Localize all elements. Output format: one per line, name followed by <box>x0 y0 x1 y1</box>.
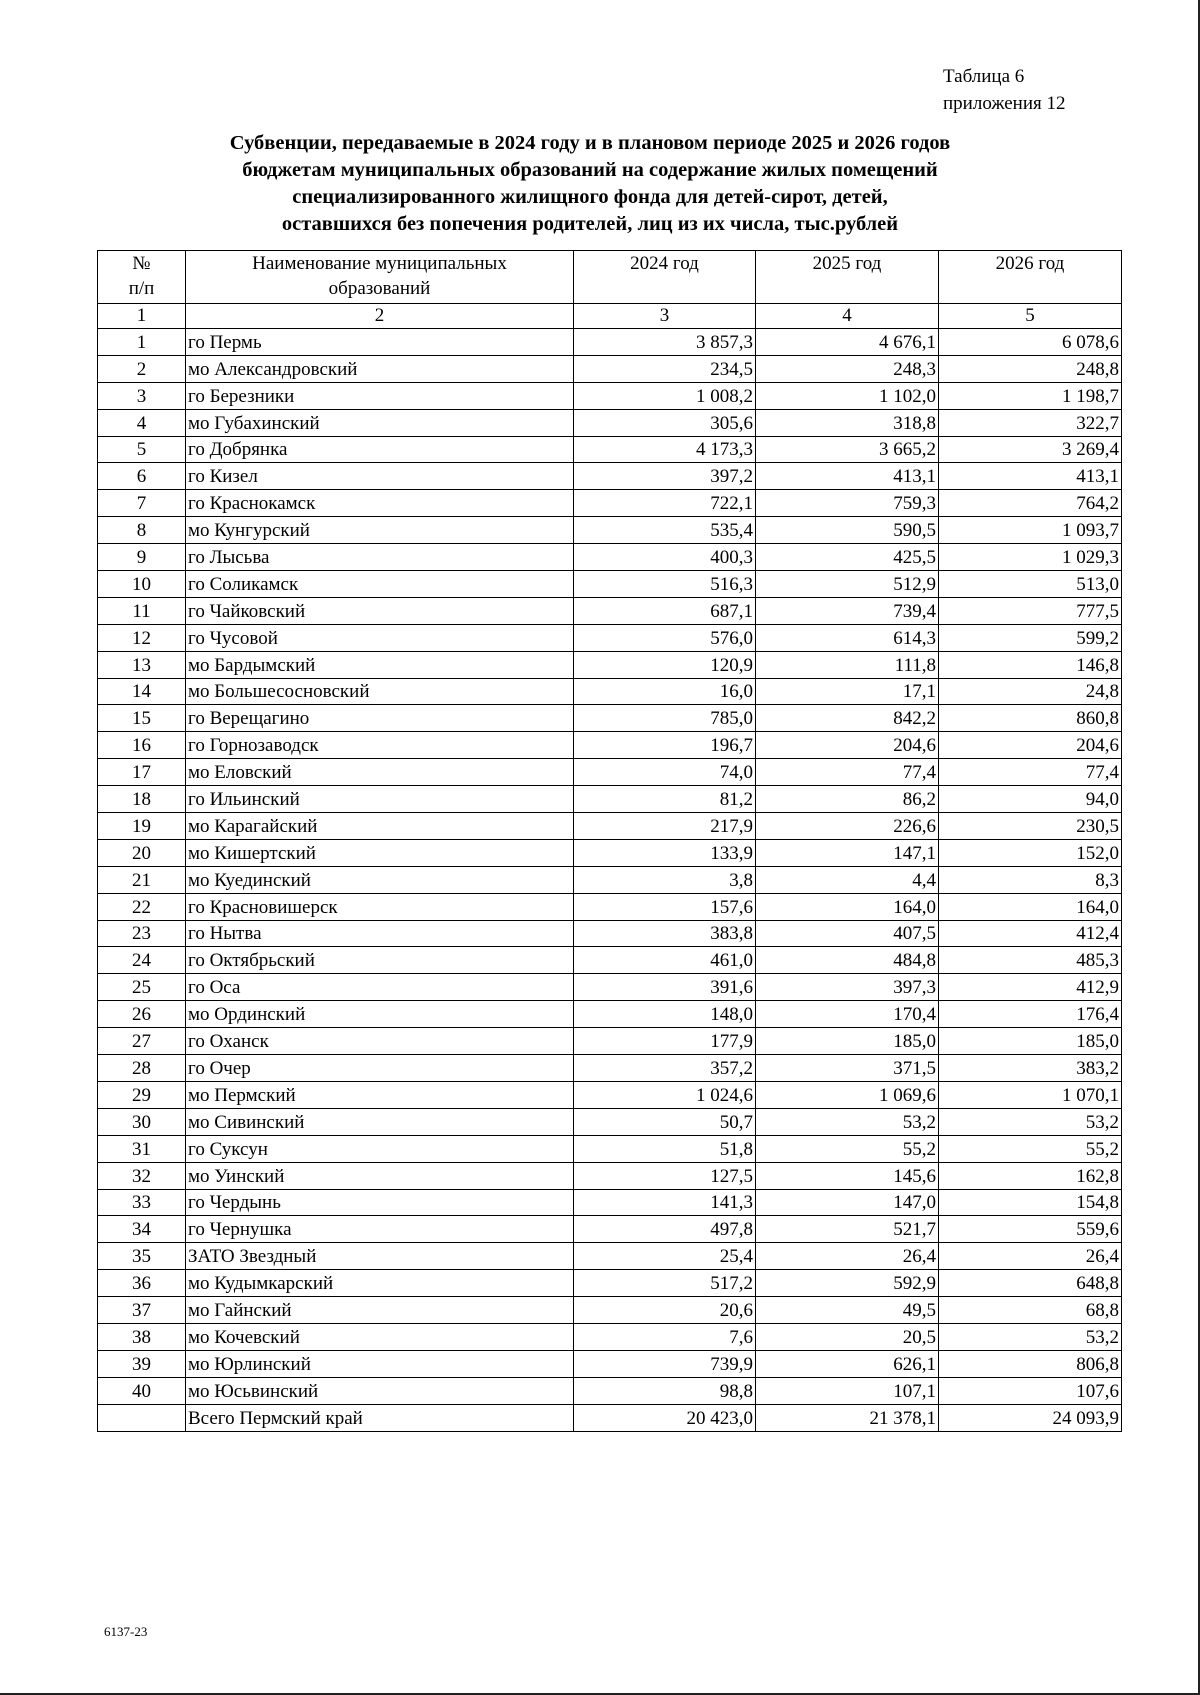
value-2024: 7,6 <box>574 1323 756 1350</box>
table-row <box>98 759 1122 786</box>
value-2025: 1 069,6 <box>756 1081 939 1108</box>
row-number: 37 <box>98 1297 186 1324</box>
value-2026: 3 269,4 <box>939 436 1122 463</box>
row-number: 16 <box>98 732 186 759</box>
value-2025: 3 665,2 <box>756 436 939 463</box>
value-2025: 147,1 <box>756 839 939 866</box>
table-row <box>98 1028 1122 1055</box>
value-2025: 226,6 <box>756 813 939 840</box>
value-2024: 157,6 <box>574 893 756 920</box>
row-number: 18 <box>98 786 186 813</box>
row-number: 25 <box>98 974 186 1001</box>
table-row <box>98 1270 1122 1297</box>
table-row <box>98 1216 1122 1243</box>
value-2025: 1 102,0 <box>756 382 939 409</box>
value-2025: 147,0 <box>756 1189 939 1216</box>
row-number: 10 <box>98 571 186 598</box>
value-2024: 81,2 <box>574 786 756 813</box>
row-number: 13 <box>98 651 186 678</box>
value-2024: 50,7 <box>574 1108 756 1135</box>
municipality-name: го Суксун <box>186 1135 574 1162</box>
value-2026: 764,2 <box>939 490 1122 517</box>
value-2024: 687,1 <box>574 597 756 624</box>
table-row <box>98 1001 1122 1028</box>
value-2024: 217,9 <box>574 813 756 840</box>
value-2025: 842,2 <box>756 705 939 732</box>
value-2026: 1 198,7 <box>939 382 1122 409</box>
header-name-line-2: образований <box>328 278 431 299</box>
value-2026: 146,8 <box>939 651 1122 678</box>
municipality-name: го Березники <box>186 382 574 409</box>
value-2024: 516,3 <box>574 571 756 598</box>
municipality-name: го Краснокамск <box>186 490 574 517</box>
row-number: 32 <box>98 1162 186 1189</box>
table-row <box>98 624 1122 651</box>
value-2024: 133,9 <box>574 839 756 866</box>
value-2024: 196,7 <box>574 732 756 759</box>
value-2024: 785,0 <box>574 705 756 732</box>
value-2025: 26,4 <box>756 1243 939 1270</box>
value-2026: 1 093,7 <box>939 517 1122 544</box>
row-number: 5 <box>98 436 186 463</box>
value-2026: 53,2 <box>939 1323 1122 1350</box>
value-2026: 559,6 <box>939 1216 1122 1243</box>
value-2025: 413,1 <box>756 463 939 490</box>
municipality-name: го Чусовой <box>186 624 574 651</box>
value-2026: 806,8 <box>939 1350 1122 1377</box>
row-number: 36 <box>98 1270 186 1297</box>
row-number: 31 <box>98 1135 186 1162</box>
row-number: 27 <box>98 1028 186 1055</box>
value-2025: 759,3 <box>756 490 939 517</box>
table-row <box>98 732 1122 759</box>
value-2026: 322,7 <box>939 409 1122 436</box>
header-2025: 2025 год <box>756 251 939 304</box>
value-2026: 154,8 <box>939 1189 1122 1216</box>
municipality-name: го Чайковский <box>186 597 574 624</box>
value-2026: 26,4 <box>939 1243 1122 1270</box>
table-row <box>98 1297 1122 1324</box>
row-number: 17 <box>98 759 186 786</box>
municipality-name: го Нытва <box>186 920 574 947</box>
column-index: 3 <box>574 304 756 329</box>
value-2025: 111,8 <box>756 651 939 678</box>
municipality-name: мо Гайнский <box>186 1297 574 1324</box>
title-line-4: оставшихся без попечения родителей, лиц из их числа, тыс.рублей <box>281 213 899 235</box>
table-row <box>98 490 1122 517</box>
header-row <box>98 251 1122 304</box>
column-index-row <box>98 304 1122 329</box>
row-number: 14 <box>98 678 186 705</box>
value-2024: 305,6 <box>574 409 756 436</box>
value-2024: 4 173,3 <box>574 436 756 463</box>
value-2024: 74,0 <box>574 759 756 786</box>
municipality-name: мо Кочевский <box>186 1323 574 1350</box>
table-row <box>98 544 1122 571</box>
value-2026: 860,8 <box>939 705 1122 732</box>
value-2026: 53,2 <box>939 1108 1122 1135</box>
value-2024: 383,8 <box>574 920 756 947</box>
row-number: 2 <box>98 355 186 382</box>
value-2026: 107,6 <box>939 1377 1122 1404</box>
municipality-name: го Чернушка <box>186 1216 574 1243</box>
value-2026: 599,2 <box>939 624 1122 651</box>
value-2026: 230,5 <box>939 813 1122 840</box>
row-number: 7 <box>98 490 186 517</box>
municipality-name: го Очер <box>186 1055 574 1082</box>
table-row <box>98 866 1122 893</box>
value-2025: 170,4 <box>756 1001 939 1028</box>
value-2025: 21 378,1 <box>756 1404 939 1431</box>
table-row <box>98 329 1122 356</box>
municipality-name: мо Юсьвинский <box>186 1377 574 1404</box>
value-2025: 626,1 <box>756 1350 939 1377</box>
municipality-name: го Кизел <box>186 463 574 490</box>
value-2026: 164,0 <box>939 893 1122 920</box>
row-number: 29 <box>98 1081 186 1108</box>
row-number: 20 <box>98 839 186 866</box>
row-number: 34 <box>98 1216 186 1243</box>
row-number: 33 <box>98 1189 186 1216</box>
value-2024: 141,3 <box>574 1189 756 1216</box>
municipality-name: го Соликамск <box>186 571 574 598</box>
municipality-name: мо Сивинский <box>186 1108 574 1135</box>
table-row <box>98 1108 1122 1135</box>
value-2026: 777,5 <box>939 597 1122 624</box>
table-row <box>98 786 1122 813</box>
value-2024: 98,8 <box>574 1377 756 1404</box>
table-row <box>98 517 1122 544</box>
value-2024: 576,0 <box>574 624 756 651</box>
value-2026: 185,0 <box>939 1028 1122 1055</box>
row-number: 9 <box>98 544 186 571</box>
value-2024: 3 857,3 <box>574 329 756 356</box>
municipality-name: мо Юрлинский <box>186 1350 574 1377</box>
row-number: 12 <box>98 624 186 651</box>
row-number: 24 <box>98 947 186 974</box>
value-2024: 397,2 <box>574 463 756 490</box>
value-2024: 20,6 <box>574 1297 756 1324</box>
table-body <box>98 329 1122 1432</box>
municipality-name: мо Кудымкарский <box>186 1270 574 1297</box>
value-2025: 371,5 <box>756 1055 939 1082</box>
header-number <box>98 251 186 304</box>
row-number: 4 <box>98 409 186 436</box>
table-row <box>98 571 1122 598</box>
municipality-name: мо Александровский <box>186 355 574 382</box>
value-2026: 412,9 <box>939 974 1122 1001</box>
table-row <box>98 1081 1122 1108</box>
table-row <box>98 1135 1122 1162</box>
row-number: 8 <box>98 517 186 544</box>
row-number: 26 <box>98 1001 186 1028</box>
row-number: 22 <box>98 893 186 920</box>
table-row <box>98 947 1122 974</box>
value-2024: 120,9 <box>574 651 756 678</box>
table-row <box>98 920 1122 947</box>
row-number: 1 <box>98 329 186 356</box>
municipality-name: мо Куединский <box>186 866 574 893</box>
municipality-name: мо Уинский <box>186 1162 574 1189</box>
value-2026: 1 070,1 <box>939 1081 1122 1108</box>
municipality-name: Всего Пермский край <box>186 1404 574 1431</box>
value-2025: 521,7 <box>756 1216 939 1243</box>
value-2025: 20,5 <box>756 1323 939 1350</box>
municipality-name: мо Еловский <box>186 759 574 786</box>
value-2024: 25,4 <box>574 1243 756 1270</box>
municipality-name: мо Большесосновский <box>186 678 574 705</box>
municipality-name: мо Кишертский <box>186 839 574 866</box>
municipality-name: го Октябрьский <box>186 947 574 974</box>
value-2025: 49,5 <box>756 1297 939 1324</box>
value-2024: 1 024,6 <box>574 1081 756 1108</box>
value-2025: 397,3 <box>756 974 939 1001</box>
title-line-1: Субвенции, передаваемые в 2024 году и в плановом периоде 2025 и 2026 годов <box>229 132 951 154</box>
row-number: 23 <box>98 920 186 947</box>
value-2026: 8,3 <box>939 866 1122 893</box>
total-row <box>98 1404 1122 1431</box>
table-row <box>98 1189 1122 1216</box>
value-2026: 413,1 <box>939 463 1122 490</box>
reference-line-1: Таблица 6 <box>943 66 1025 87</box>
value-2025: 204,6 <box>756 732 939 759</box>
table-row <box>98 355 1122 382</box>
table-row <box>98 1162 1122 1189</box>
value-2025: 86,2 <box>756 786 939 813</box>
municipality-name: го Лысьва <box>186 544 574 571</box>
value-2025: 53,2 <box>756 1108 939 1135</box>
row-number <box>98 1404 186 1431</box>
value-2025: 55,2 <box>756 1135 939 1162</box>
value-2025: 164,0 <box>756 893 939 920</box>
municipality-name: го Чердынь <box>186 1189 574 1216</box>
table-row <box>98 974 1122 1001</box>
value-2024: 497,8 <box>574 1216 756 1243</box>
header-2026: 2026 год <box>939 251 1122 304</box>
row-number: 30 <box>98 1108 186 1135</box>
value-2025: 484,8 <box>756 947 939 974</box>
value-2026: 6 078,6 <box>939 329 1122 356</box>
municipality-name: мо Пермский <box>186 1081 574 1108</box>
municipality-name: го Ильинский <box>186 786 574 813</box>
value-2025: 614,3 <box>756 624 939 651</box>
table-row <box>98 436 1122 463</box>
value-2024: 357,2 <box>574 1055 756 1082</box>
table-row <box>98 893 1122 920</box>
value-2024: 3,8 <box>574 866 756 893</box>
table-row <box>98 1377 1122 1404</box>
row-number: 11 <box>98 597 186 624</box>
municipality-name: мо Кунгурский <box>186 517 574 544</box>
value-2025: 185,0 <box>756 1028 939 1055</box>
municipality-name: го Красновишерск <box>186 893 574 920</box>
title-line-2: бюджетам муниципальных образований на содержание жилых помещений <box>242 159 938 181</box>
value-2026: 162,8 <box>939 1162 1122 1189</box>
document-title <box>120 130 1060 238</box>
value-2025: 145,6 <box>756 1162 939 1189</box>
table-row <box>98 1243 1122 1270</box>
table-row <box>98 678 1122 705</box>
header-2024: 2024 год <box>574 251 756 304</box>
table-row <box>98 463 1122 490</box>
value-2026: 77,4 <box>939 759 1122 786</box>
municipality-name: го Добрянка <box>186 436 574 463</box>
value-2026: 648,8 <box>939 1270 1122 1297</box>
row-number: 3 <box>98 382 186 409</box>
value-2024: 234,5 <box>574 355 756 382</box>
header-name-line-1: Наименование муниципальных <box>252 253 507 274</box>
value-2026: 248,8 <box>939 355 1122 382</box>
municipality-name: го Оханск <box>186 1028 574 1055</box>
value-2025: 592,9 <box>756 1270 939 1297</box>
value-2026: 152,0 <box>939 839 1122 866</box>
document-code: 6137-23 <box>104 1624 148 1639</box>
table-row <box>98 705 1122 732</box>
value-2026: 24 093,9 <box>939 1404 1122 1431</box>
table-row <box>98 1350 1122 1377</box>
table-row <box>98 1055 1122 1082</box>
reference-line-2: приложения 12 <box>943 93 1066 114</box>
value-2026: 204,6 <box>939 732 1122 759</box>
value-2026: 68,8 <box>939 1297 1122 1324</box>
value-2024: 391,6 <box>574 974 756 1001</box>
value-2026: 485,3 <box>939 947 1122 974</box>
value-2026: 55,2 <box>939 1135 1122 1162</box>
table-row <box>98 839 1122 866</box>
value-2024: 127,5 <box>574 1162 756 1189</box>
value-2025: 17,1 <box>756 678 939 705</box>
row-number: 40 <box>98 1377 186 1404</box>
value-2026: 513,0 <box>939 571 1122 598</box>
row-number: 15 <box>98 705 186 732</box>
municipality-name: го Оса <box>186 974 574 1001</box>
municipality-name: мо Ординский <box>186 1001 574 1028</box>
value-2024: 535,4 <box>574 517 756 544</box>
value-2026: 24,8 <box>939 678 1122 705</box>
title-line-3: специализированного жилищного фонда для детей-сирот, детей, <box>292 186 888 208</box>
column-index: 1 <box>98 304 186 329</box>
header-name <box>186 251 574 304</box>
value-2024: 148,0 <box>574 1001 756 1028</box>
value-2025: 248,3 <box>756 355 939 382</box>
row-number: 28 <box>98 1055 186 1082</box>
value-2025: 512,9 <box>756 571 939 598</box>
value-2024: 16,0 <box>574 678 756 705</box>
municipality-name: мо Губахинский <box>186 409 574 436</box>
value-2024: 517,2 <box>574 1270 756 1297</box>
table-reference <box>943 63 1065 117</box>
value-2024: 722,1 <box>574 490 756 517</box>
subventions-table <box>97 250 1122 1432</box>
table-row <box>98 382 1122 409</box>
row-number: 39 <box>98 1350 186 1377</box>
value-2025: 4 676,1 <box>756 329 939 356</box>
value-2024: 177,9 <box>574 1028 756 1055</box>
value-2024: 461,0 <box>574 947 756 974</box>
table-row <box>98 813 1122 840</box>
row-number: 6 <box>98 463 186 490</box>
value-2024: 20 423,0 <box>574 1404 756 1431</box>
municipality-name: го Пермь <box>186 329 574 356</box>
table-row <box>98 651 1122 678</box>
header-number-line-1: № <box>132 253 151 274</box>
column-index: 2 <box>186 304 574 329</box>
table-row <box>98 1323 1122 1350</box>
row-number: 38 <box>98 1323 186 1350</box>
municipality-name: мо Карагайский <box>186 813 574 840</box>
value-2024: 51,8 <box>574 1135 756 1162</box>
row-number: 21 <box>98 866 186 893</box>
municipality-name: го Верещагино <box>186 705 574 732</box>
value-2025: 107,1 <box>756 1377 939 1404</box>
value-2025: 4,4 <box>756 866 939 893</box>
value-2024: 400,3 <box>574 544 756 571</box>
value-2024: 739,9 <box>574 1350 756 1377</box>
value-2026: 176,4 <box>939 1001 1122 1028</box>
value-2025: 318,8 <box>756 409 939 436</box>
table-row <box>98 597 1122 624</box>
header-number-line-2: п/п <box>128 278 155 299</box>
value-2025: 590,5 <box>756 517 939 544</box>
value-2025: 77,4 <box>756 759 939 786</box>
value-2026: 412,4 <box>939 920 1122 947</box>
row-number: 19 <box>98 813 186 840</box>
row-number: 35 <box>98 1243 186 1270</box>
value-2026: 94,0 <box>939 786 1122 813</box>
column-index: 5 <box>939 304 1122 329</box>
value-2025: 739,4 <box>756 597 939 624</box>
table-row <box>98 409 1122 436</box>
value-2025: 425,5 <box>756 544 939 571</box>
municipality-name: ЗАТО Звездный <box>186 1243 574 1270</box>
value-2024: 1 008,2 <box>574 382 756 409</box>
column-index: 4 <box>756 304 939 329</box>
municipality-name: мо Бардымский <box>186 651 574 678</box>
value-2026: 383,2 <box>939 1055 1122 1082</box>
municipality-name: го Горнозаводск <box>186 732 574 759</box>
value-2025: 407,5 <box>756 920 939 947</box>
value-2026: 1 029,3 <box>939 544 1122 571</box>
